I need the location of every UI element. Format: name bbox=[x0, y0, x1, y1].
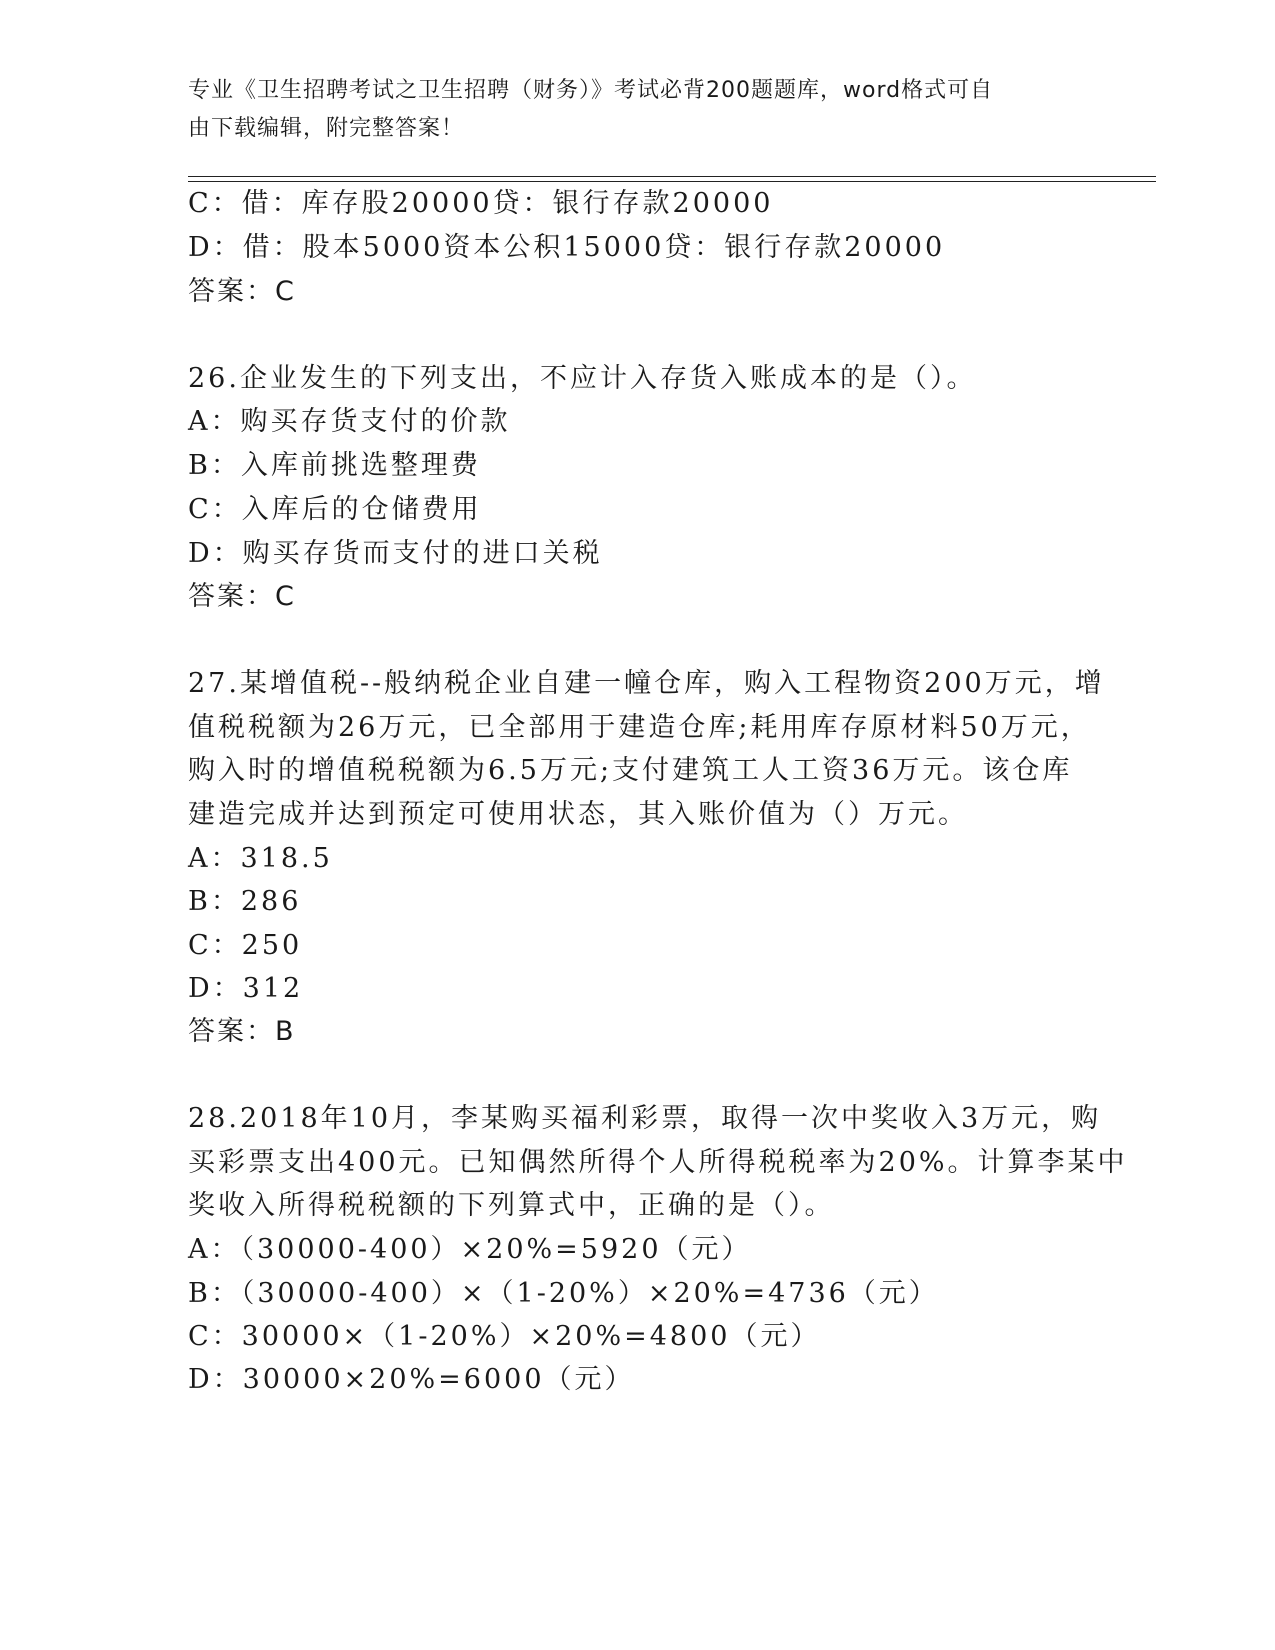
carryover-option-d: D：借：股本5000资本公积15000贷：银行存款20000 bbox=[188, 232, 946, 263]
q28-option-d: D：30000×20%=6000（元） bbox=[188, 1364, 635, 1395]
q28-option-b: B：（30000-400）×（1-20%）×20%=4736（元） bbox=[188, 1278, 939, 1309]
q26-option-a: A：购买存货支付的价款 bbox=[188, 406, 511, 437]
q27-option-c: C：250 bbox=[188, 930, 303, 961]
q27-option-b: B：286 bbox=[188, 886, 302, 917]
q27-option-a: A：318.5 bbox=[188, 843, 333, 874]
carryover-answer: 答案：C bbox=[188, 276, 296, 307]
q28-option-a: A：（30000-400）×20%=5920（元） bbox=[188, 1234, 752, 1265]
q27-stem-line-4: 建造完成并达到预定可使用状态，其入账价值为（）万元。 bbox=[188, 799, 968, 830]
q27-option-d: D：312 bbox=[188, 973, 304, 1004]
carryover-option-c: C：借：库存股20000贷：银行存款20000 bbox=[188, 188, 774, 219]
header-divider-top bbox=[188, 176, 1156, 177]
header-line-1: 专业《卫生招聘考试之卫生招聘（财务）》考试必背200题题库，word格式可自 bbox=[188, 78, 994, 103]
q28-option-c: C：30000×（1-20%）×20%=4800（元） bbox=[188, 1321, 821, 1352]
header-line-2: 由下载编辑，附完整答案！ bbox=[188, 116, 465, 141]
q26-option-b: B：入库前挑选整理费 bbox=[188, 450, 481, 481]
q27-stem-line-3: 购入时的增值税税额为6.5万元;支付建筑工人工资36万元。该仓库 bbox=[188, 755, 1073, 786]
q28-stem-line-3: 奖收入所得税税额的下列算式中，正确的是（）。 bbox=[188, 1190, 835, 1221]
q26-option-c: C：入库后的仓储费用 bbox=[188, 494, 482, 525]
document-header bbox=[188, 72, 1068, 148]
q27-answer: 答案：B bbox=[188, 1016, 296, 1047]
q26-option-d: D：购买存货而支付的进口关税 bbox=[188, 538, 603, 569]
q27-stem-line-1: 27.某增值税--般纳税企业自建一幢仓库，购入工程物资200万元，增 bbox=[188, 668, 1105, 699]
header-divider-bottom bbox=[188, 181, 1156, 182]
q28-stem-line-2: 买彩票支出400元。已知偶然所得个人所得税税率为20%。计算李某中 bbox=[188, 1147, 1128, 1178]
q27-stem-line-2: 值税税额为26万元，已全部用于建造仓库;耗用库存原材料50万元， bbox=[188, 712, 1091, 743]
q26-stem: 26.企业发生的下列支出，不应计入存货入账成本的是（）。 bbox=[188, 363, 977, 394]
q28-stem-line-1: 28.2018年10月，李某购买福利彩票，取得一次中奖收入3万元，购 bbox=[188, 1103, 1102, 1134]
q26-answer: 答案：C bbox=[188, 581, 296, 612]
